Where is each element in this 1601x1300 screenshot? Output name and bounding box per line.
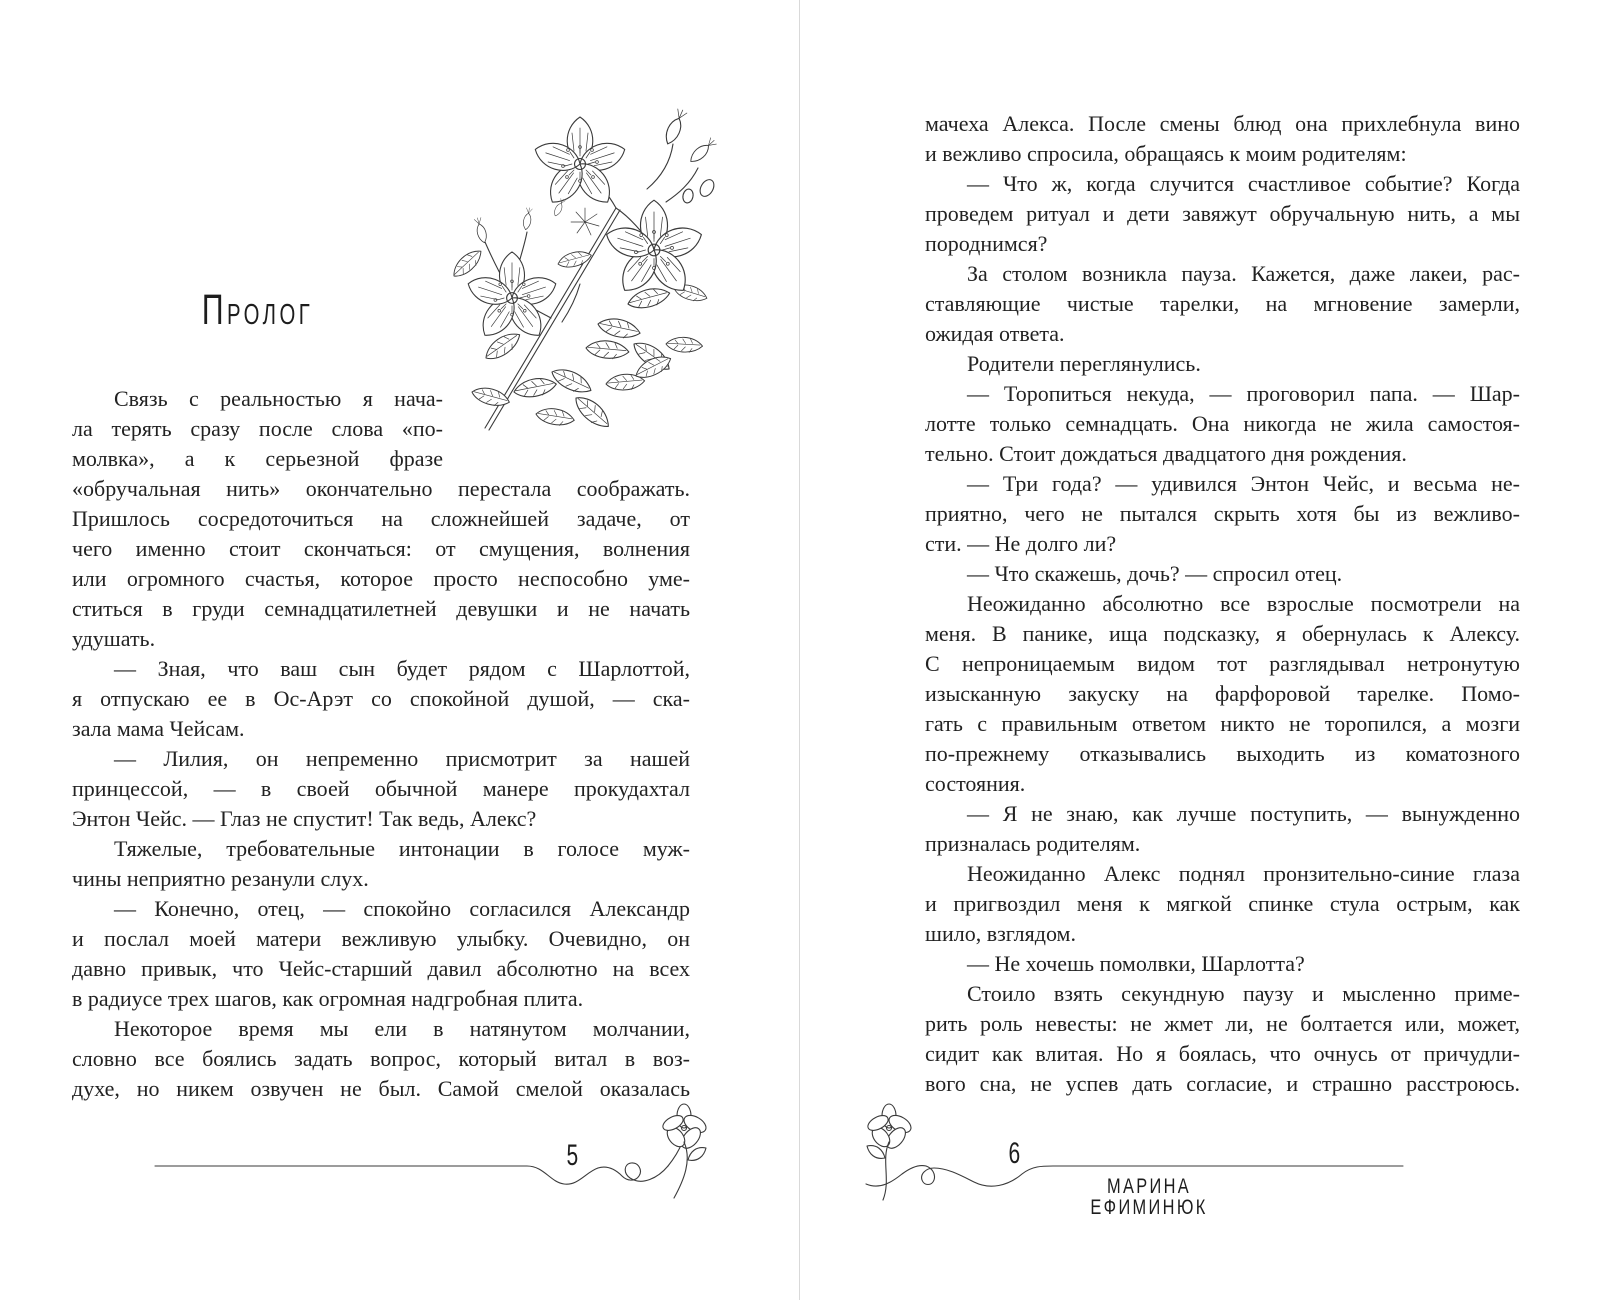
chapter-heading-text: ПРОЛОГ	[201, 286, 314, 334]
text-line: — Три года? — удивился Энтон Чейс, и весьма не-	[967, 471, 1520, 496]
chapter-heading	[72, 288, 443, 337]
text-line: духе, но никем озвучен не был. Самой смелой оказалась	[72, 1076, 690, 1101]
text-line: по-прежнему отказывались выходить из коматозного	[925, 741, 1520, 766]
text-line: Пришлось сосредоточиться на сложнейшей задаче, от	[72, 506, 690, 531]
page-number-right	[994, 1139, 1034, 1169]
text-line: За столом возникла пауза. Кажется, даже лакеи, рас-	[967, 261, 1520, 286]
page-number-right-text: 6	[1008, 1137, 1020, 1170]
text-line: вого сна, не успев дать согласие, и страшно расстроюсь.	[925, 1071, 1520, 1096]
text-line: Родители переглянулись.	[967, 351, 1201, 376]
text-line: принцессой, — в своей обычной манере прокудахтал	[72, 776, 690, 801]
footer-flourish-left	[150, 1098, 730, 1218]
text-line: словно все боялись задать вопрос, который витал в воз-	[72, 1046, 690, 1071]
text-line: Тяжелые, требовательные интонации в голосе муж-	[114, 836, 690, 861]
text-line: ститься в груди семнадцатилетней девушки и не начать	[72, 596, 690, 621]
text-line: и пригвоздил меня к мягкой спинке стула острым, как	[925, 891, 1520, 916]
right-page-text-column	[925, 109, 1520, 1099]
text-line: — Конечно, отец, — спокойно согласился Александр	[114, 896, 690, 921]
page-number-left-text: 5	[566, 1139, 578, 1172]
text-line: тельно. Стоит дождаться двадцатого дня рождения.	[925, 441, 1407, 466]
text-line: или огромного счастья, которое просто неспособно уме-	[72, 566, 690, 591]
text-line: — Не хочешь помолвки, Шарлотта?	[967, 951, 1305, 976]
text-line: — Торопиться некуда, — проговорил папа. — Шар-	[967, 381, 1520, 406]
text-line: Неожиданно абсолютно все взрослые посмотрели на	[967, 591, 1520, 616]
text-line: сидит как влитая. Но я боялась, что очнусь от причудли-	[925, 1041, 1520, 1066]
text-line: состояния.	[925, 771, 1026, 796]
text-line: проведем ритуал и дети завяжут обручальную нить, а мы	[925, 201, 1520, 226]
text-line: чины неприятно резанули слух.	[72, 866, 369, 891]
text-line: рить роль невесты: не жмет ли, не болтается или, может,	[925, 1011, 1520, 1036]
text-line: зала мама Чейсам.	[72, 716, 245, 741]
text-line: чего именно стоит скончаться: от смущения, волнения	[72, 536, 690, 561]
text-line: давно привык, что Чейс-старший давил абсолютно на всех	[72, 956, 690, 981]
text-line: приятно, чего не пытался скрыть хотя бы из вежливо-	[925, 501, 1520, 526]
text-line: призналась родителям.	[925, 831, 1141, 856]
text-line: и вежливо спросила, обращаясь к моим родителям:	[925, 141, 1407, 166]
text-line: молвка», а к серьезной фразе	[72, 446, 443, 471]
text-line: лотте только семнадцать. Она никогда не жила самостоя-	[925, 411, 1520, 436]
text-line: ожидая ответа.	[925, 321, 1065, 346]
running-footer-author	[1019, 1176, 1279, 1219]
text-line: изысканную закуску на фарфоровой тарелке. Помо-	[925, 681, 1520, 706]
text-line: Энтон Чейс. — Глаз не спустит! Так ведь, Алекс?	[72, 806, 537, 831]
text-line: — Я не знаю, как лучше поступить, — вынужденно	[967, 801, 1520, 826]
text-line: сти. — Не долго ли?	[925, 531, 1117, 556]
text-line: — Зная, что ваш сын будет рядом с Шарлоттой,	[114, 656, 690, 681]
text-line: и послал моей матери вежливую улыбку. Очевидно, он	[72, 926, 690, 951]
text-line: меня. В панике, ища подсказку, я обернулась к Алексу.	[925, 621, 1520, 646]
text-line: Неожиданно Алекс поднял пронзительно-синие глаза	[967, 861, 1520, 886]
text-line: ла терять сразу после слова «по-	[72, 416, 443, 441]
text-line: в радиусе трех шагов, как огромная надгробная плита.	[72, 986, 584, 1011]
text-line: Связь с реальностью я нача-	[114, 386, 443, 411]
text-line: Некоторое время мы ели в натянутом молчании,	[114, 1016, 690, 1041]
text-line: мачеха Алекса. После смены блюд она прихлебнула вино	[925, 111, 1520, 136]
flourish-left-svg	[150, 1098, 730, 1218]
text-line: Стоило взять секундную паузу и мысленно приме-	[967, 981, 1520, 1006]
text-line: породнимся?	[925, 231, 1048, 256]
text-line: я отпускаю ее в Ос-Арэт со спокойной душой, — ска-	[72, 686, 690, 711]
left-page-text-column	[72, 384, 690, 1104]
page-gutter-divider	[799, 0, 800, 1300]
text-line: «обручальная нить» окончательно перестала соображать.	[72, 476, 690, 501]
text-line: — Лилия, он непременно присмотрит за нашей	[114, 746, 690, 771]
text-line: — Что скажешь, дочь? — спросил отец.	[967, 561, 1343, 586]
text-line: удушать.	[72, 626, 156, 651]
text-line: С непроницаемым видом тот разглядывал нетронутую	[925, 651, 1520, 676]
text-line: гать с правильным ответом никто не торопился, а мозги	[925, 711, 1520, 736]
text-line: шило, взглядом.	[925, 921, 1076, 946]
running-footer-author-text: МАРИНА ЕФИМИНЮК	[1090, 1175, 1208, 1219]
page-number-left	[552, 1141, 592, 1171]
text-line: — Что ж, когда случится счастливое событие? Когда	[967, 171, 1520, 196]
text-line: ставляющие чистые тарелки, на мгновение замерли,	[925, 291, 1520, 316]
